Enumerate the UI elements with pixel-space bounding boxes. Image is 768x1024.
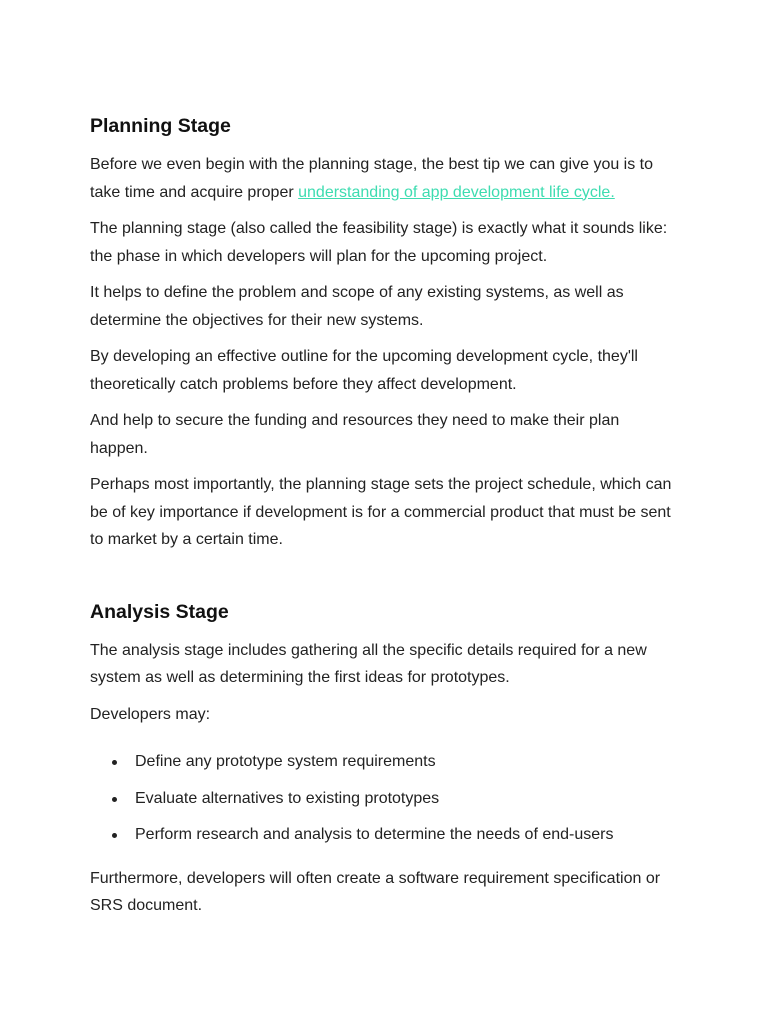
- list-item-text: Perform research and analysis to determine the needs of end-users: [135, 826, 614, 843]
- section-heading-analysis-stage: Analysis Stage: [90, 600, 229, 623]
- planning-paragraph-2: The planning stage (also called the feasibility stage) is exactly what it sounds like: the phase in which developers will plan for the upcoming project.: [90, 220, 668, 265]
- list-item-text: Define any prototype system requirements: [135, 753, 436, 770]
- analysis-paragraph-2: Developers may:: [90, 705, 211, 723]
- bullet-dot-icon: [112, 833, 117, 838]
- planning-paragraph-6: Perhaps most importantly, the planning stage sets the project schedule, which can be of key importance if development is for a commercial product that must be sent to market by a certain time.: [90, 476, 672, 548]
- bullet-dot-icon: [112, 760, 117, 765]
- planning-paragraph-3: It helps to define the problem and scope of any existing systems, as well as determine the objectives for their new systems.: [90, 284, 624, 329]
- planning-paragraph-1: [90, 151, 680, 206]
- analysis-paragraph-1: The analysis stage includes gathering all the specific details required for a new system as well as determining the first ideas for prototypes.: [90, 641, 647, 686]
- planning-paragraph-4: By developing an effective outline for the upcoming development cycle, they'll theoretically catch problems before they affect development.: [90, 348, 638, 393]
- bullet-dot-icon: [112, 797, 117, 802]
- developer-tasks-list: [90, 748, 680, 849]
- list-item: [110, 785, 680, 813]
- app-development-life-cycle-link[interactable]: understanding of app development life cycle.: [298, 183, 615, 201]
- list-item: [110, 748, 680, 776]
- planning-paragraph-1-text: Before we even begin with the planning stage, the best tip we can give you is to take time and acquire proper: [90, 156, 654, 201]
- analysis-paragraph-3: Furthermore, developers will often create a software requirement specification or SRS document.: [90, 869, 661, 914]
- list-item-text: Evaluate alternatives to existing prototypes: [135, 789, 440, 807]
- planning-paragraph-5: And help to secure the funding and resources they need to make their plan happen.: [90, 412, 620, 457]
- section-heading-planning-stage: Planning Stage: [90, 115, 231, 137]
- list-item: [110, 821, 680, 849]
